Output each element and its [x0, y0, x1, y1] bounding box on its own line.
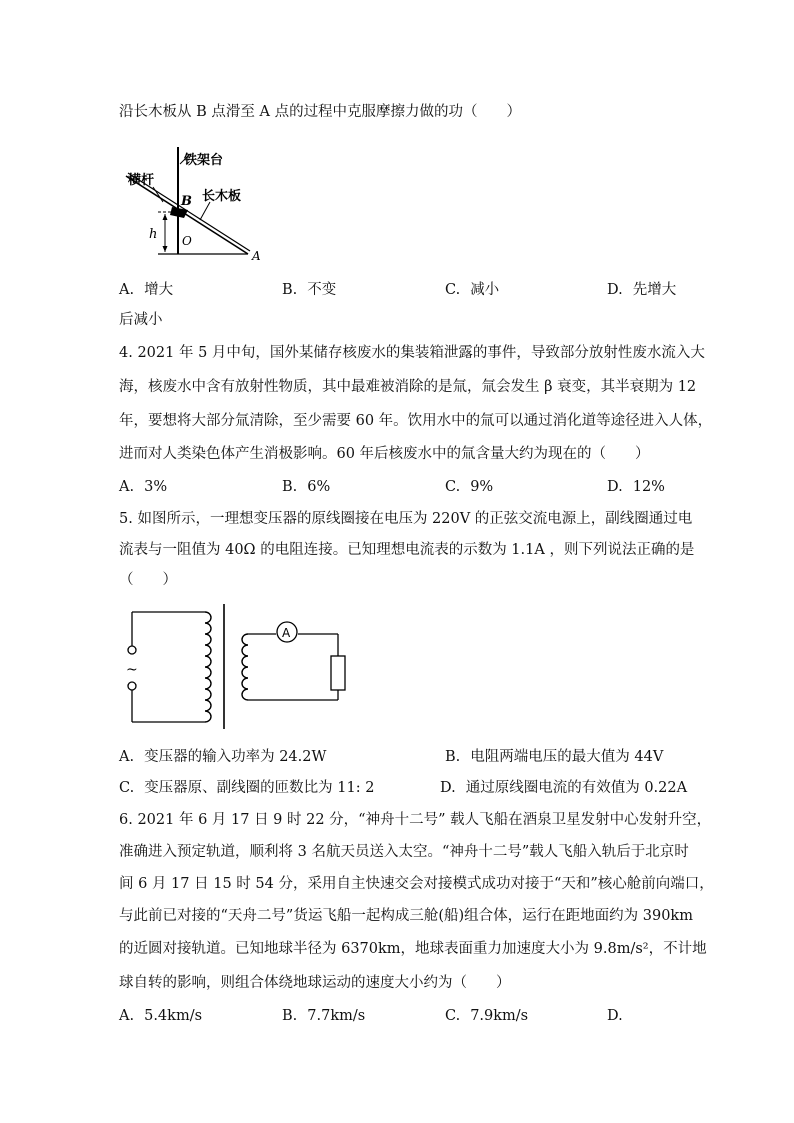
ramp-diagram [118, 142, 278, 267]
q3-option-d-wrap: 后减小 [119, 312, 163, 328]
q3-stem: 沿长木板从 B 点滑至 A 点的过程中克服摩擦力做的功（ ） [119, 104, 522, 120]
q6-line-6: 球自转的影响，则组合体绕地球运动的速度大小约为（ ） [119, 975, 511, 991]
q6-line-3: 间 6 月 17 日 15 时 54 分，采用自主快速交会对接模式成功对接于“天和”核心舱前向端口， [119, 876, 714, 892]
terminal-bottom [128, 682, 136, 690]
q5-line-3: （ ） [119, 572, 177, 588]
q4-option-d: D. 12% [607, 479, 665, 495]
q4-line-1: 4. 2021 年 5 月中旬，国外某储存核废水的集装箱泄露的事件，导致部分放射性废水流入大 [119, 345, 705, 361]
q4-option-a: A. 3% [119, 479, 168, 495]
q4-option-b: B. 6% [282, 479, 331, 495]
q6-line-2: 准确进入预定轨道，顺利将 3 名航天员送入太空。“神舟十二号”载人飞船入轨后于北京时 [119, 844, 689, 860]
label-O: O [182, 234, 192, 248]
q6-option-b: B. 7.7km/s [282, 1008, 366, 1024]
label-A: A [252, 249, 261, 263]
secondary-coil [242, 634, 248, 700]
q5-option-c: C. 变压器原、副线圈的匝数比为 11: 2 [119, 780, 375, 796]
q3-option-c: C. 减小 [445, 282, 500, 298]
q4-line-2: 海，核废水中含有放射性物质，其中最难被消除的是氚，氚会发生 β 衰变，其半衰期为 12 [119, 379, 697, 395]
q3-option-d: D. 先增大 [607, 282, 677, 298]
q3-option-b: B. 不变 [282, 282, 337, 298]
q5-line-1: 5. 如图所示，一理想变压器的原线圈接在电压为 220V 的正弦交流电源上，副线圈通过电 [119, 511, 693, 527]
q5-option-a: A. 变压器的输入功率为 24.2W [119, 749, 327, 765]
label-stand: 铁架台 [184, 153, 224, 168]
label-B: B [181, 194, 192, 209]
label-h: h [149, 227, 158, 242]
q6-option-a: A. 5.4km/s [119, 1008, 203, 1024]
label-board: 长木板 [202, 189, 242, 204]
q5-line-2: 流表与一阻值为 40Ω 的电阻连接。已知理想电流表的示数为 1.1A ，则下列说法正确的是 [119, 542, 695, 558]
source-symbol: ~ [126, 662, 138, 678]
q5-option-d: D. 通过原线圈电流的有效值为 0.22A [440, 780, 688, 796]
q4-line-3: 年，要想将大部分氚清除，至少需要 60 年。饮用水中的氚可以通过消化道等途径进入人体， [119, 413, 713, 429]
q4-option-c: C. 9% [445, 479, 494, 495]
transformer-circuit [120, 604, 360, 729]
label-bar: 横杆 [128, 173, 155, 188]
q5-option-b: B. 电阻两端电压的最大值为 44V [445, 749, 664, 765]
primary-coil [205, 612, 211, 722]
q6-option-c: C. 7.9km/s [445, 1008, 529, 1024]
q4-line-4: 进而对人类染色体产生消极影响。60 年后核废水中的氚含量大约为现在的（ ） [119, 446, 650, 462]
terminal-top [128, 646, 136, 654]
q6-line-1: 6. 2021 年 6 月 17 日 9 时 22 分，“神舟十二号” 载人飞船在酒泉卫星发射中心发射升空， [119, 812, 712, 828]
resistor [331, 656, 345, 690]
q6-option-d: D. [607, 1008, 623, 1024]
q6-line-4: 与此前已对接的“天舟二号”货运飞船一起构成三舱(船)组合体，运行在距地面约为 390km [119, 908, 693, 924]
ammeter-label: A [282, 626, 291, 640]
q6-line-5: 的近圆对接轨道。已知地球半径为 6370km，地球表面重力加速度大小为 9.8m/s²，不计地 [119, 941, 707, 957]
q3-option-a: A. 增大 [119, 282, 174, 298]
